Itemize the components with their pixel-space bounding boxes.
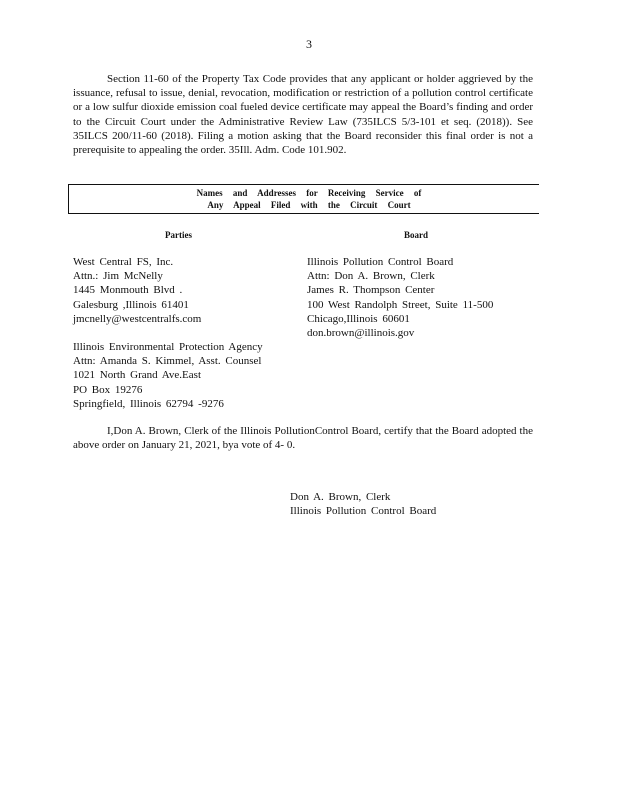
address-line: 1445 Monmouth Blvd . (73, 284, 183, 297)
certification-text: I,Don A. Brown, Clerk of the Illinois PollutionControl Board, certify that the Board adopted the above order on January 21, 2021, bya vote of 4- 0. (73, 425, 533, 452)
signature-block (290, 490, 436, 518)
page-number: 3 (306, 37, 312, 51)
address-email: jmcnelly@westcentralfs.com (73, 312, 202, 325)
address-line: Springfield, Illinois 62794 -9276 (73, 397, 224, 410)
board-address (307, 255, 493, 340)
address-line: 1021 North Grand Ave.East (73, 369, 201, 382)
address-line: Galesburg ,Illinois 61401 (73, 298, 189, 311)
service-table-header (68, 184, 539, 214)
address-line: Illinois Environmental Protection Agency (73, 341, 263, 353)
address-line: Chicago,Illinois 60601 (307, 312, 410, 325)
party-address-illinois-epa (73, 340, 263, 411)
service-table-title (179, 188, 439, 211)
address-line: West Central FS, Inc. (73, 256, 174, 268)
board-column-heading: Board (404, 230, 429, 240)
signature-organization: Illinois Pollution Control Board (290, 505, 437, 518)
address-line: 100 West Randolph Street, Suite 11-500 (307, 298, 494, 311)
address-line: Attn: Don A. Brown, Clerk (307, 270, 435, 283)
address-email: don.brown@illinois.gov (307, 327, 415, 340)
signature-name: Don A. Brown, Clerk (290, 491, 391, 503)
service-table-title-line-2: Any Appeal Filed with the Circuit Court (207, 199, 411, 210)
appeal-rights-text: Section 11-60 of the Property Tax Code provides that any applicant or holder aggrieved by the issuance, refusal to issue, denial, revocation, modification or restriction of a pollution control certificate or a low sulfur dioxide emission coal fueled device certificate may appeal the Board’s finding and order to the Circuit Court under the Administrative Review Law (735ILCS 5/3-101 et seq. (2018)). See 35ILCS 200/11-60 (2018). Filing a motion asking that the Board reconsider this final order is not a prerequisite to appealing the order. 35Ill. Adm. Code 101.902. (73, 73, 533, 157)
address-line: Attn.: Jim McNelly (73, 270, 163, 283)
address-line: Attn: Amanda S. Kimmel, Asst. Counsel (73, 355, 262, 368)
certification-paragraph (73, 424, 533, 452)
party-address-west-central-fs (73, 255, 201, 326)
appeal-rights-paragraph (73, 72, 533, 157)
parties-column-heading: Parties (165, 230, 192, 240)
address-line: James R. Thompson Center (307, 284, 435, 297)
service-table-title-line-1: Names and Addresses for Receiving Service of (196, 188, 422, 198)
address-line: Illinois Pollution Control Board (307, 256, 454, 268)
address-line: PO Box 19276 (73, 383, 143, 396)
